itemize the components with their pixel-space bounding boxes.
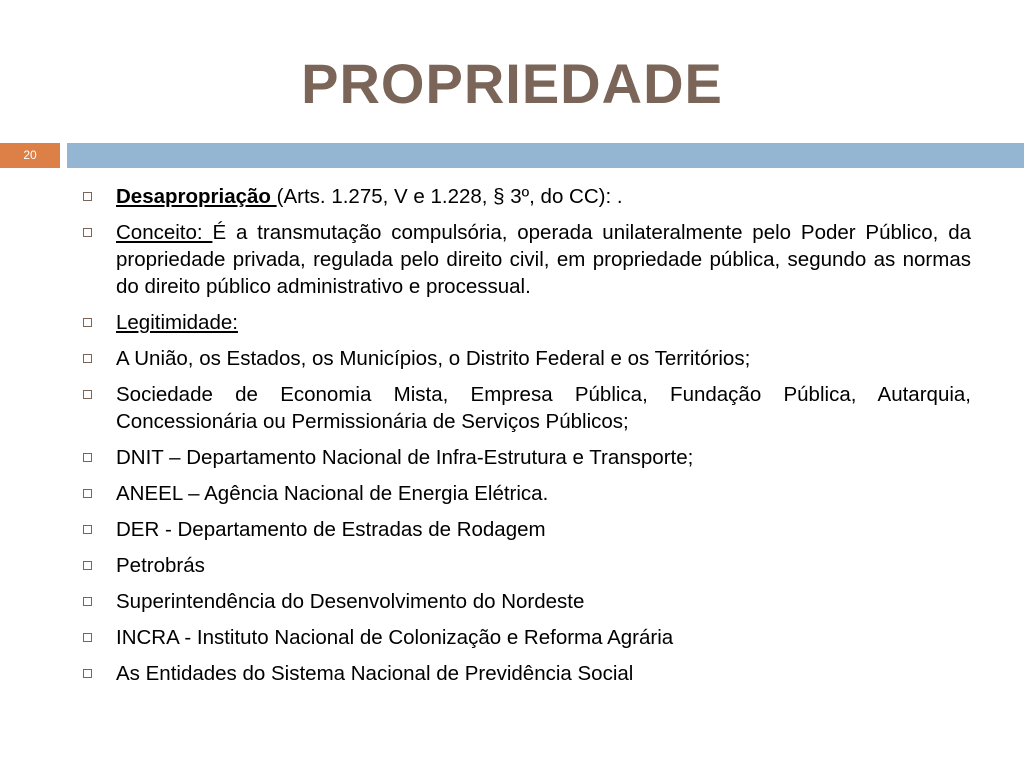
item-text: DNIT – Departamento Nacional de Infra-Estrutura e Transporte; [116, 446, 694, 469]
list-item-conceito [78, 219, 971, 300]
square-bullet-icon [83, 489, 92, 498]
item-text: Sociedade de Economia Mista, Empresa Pública, Fundação Pública, Autarquia, Concessionária ou Permissionária de Serviços Públicos; [116, 383, 971, 433]
item-text: DER - Departamento de Estradas de Rodagem [116, 518, 546, 541]
list-item [78, 588, 971, 615]
item-heading: Desapropriação [116, 185, 277, 208]
list-item [78, 552, 971, 579]
item-text: INCRA - Instituto Nacional de Colonização e Reforma Agrária [116, 626, 674, 649]
item-text: As Entidades do Sistema Nacional de Previdência Social [116, 662, 634, 685]
item-text: Superintendência do Desenvolvimento do Nordeste [116, 590, 585, 613]
item-text: Petrobrás [116, 554, 205, 577]
square-bullet-icon [83, 318, 92, 327]
item-text: (Arts. 1.275, V e 1.228, § 3º, do CC): . [276, 185, 623, 208]
list-item [78, 624, 971, 651]
square-bullet-icon [83, 354, 92, 363]
list-item [78, 660, 971, 687]
list-item-desapropriacao [78, 183, 971, 210]
list-item [78, 381, 971, 435]
square-bullet-icon [83, 597, 92, 606]
list-item [78, 444, 971, 471]
slide-number: 20 [0, 143, 60, 168]
item-text: ANEEL – Agência Nacional de Energia Elétrica. [116, 482, 549, 505]
header-bar [67, 143, 1024, 168]
bullet-list [78, 183, 971, 696]
slide-title: PROPRIEDADE [301, 52, 723, 115]
item-heading: Legitimidade: [116, 311, 238, 334]
item-text: A União, os Estados, os Municípios, o Distrito Federal e os Territórios; [116, 347, 751, 370]
square-bullet-icon [83, 390, 92, 399]
square-bullet-icon [83, 561, 92, 570]
square-bullet-icon [83, 228, 92, 237]
square-bullet-icon [83, 192, 92, 201]
list-item [78, 516, 971, 543]
list-item [78, 480, 971, 507]
square-bullet-icon [83, 453, 92, 462]
item-text: É a transmutação compulsória, operada unilateralmente pelo Poder Público, da propriedade privada, regulada pelo direito civil, em propriedade pública, segundo as normas do direito público administrativo e processual. [116, 221, 971, 298]
square-bullet-icon [83, 633, 92, 642]
list-item-legitimidade [78, 309, 971, 336]
item-heading: Conceito: [116, 221, 213, 244]
square-bullet-icon [83, 525, 92, 534]
list-item [78, 345, 971, 372]
square-bullet-icon [83, 669, 92, 678]
